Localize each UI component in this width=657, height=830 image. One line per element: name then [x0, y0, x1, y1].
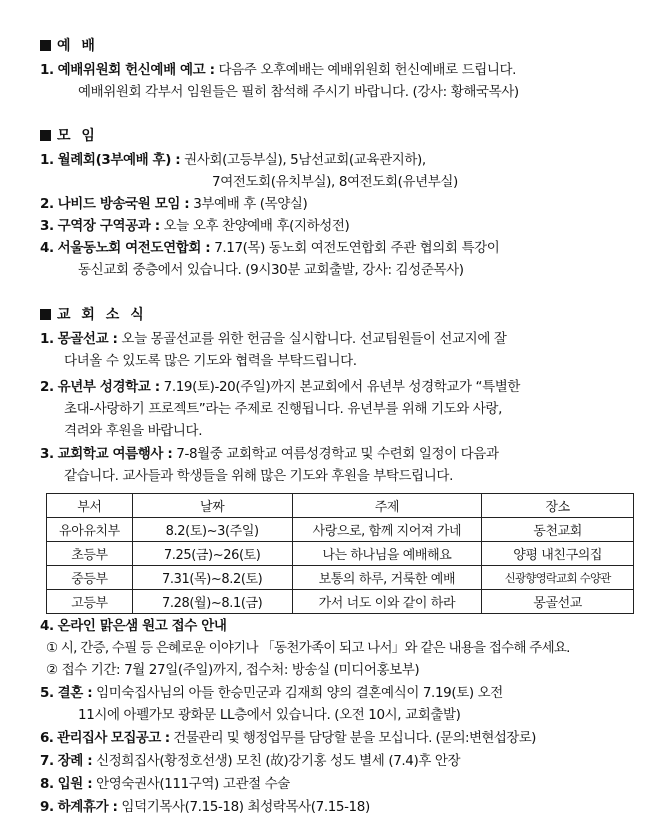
worship-item-1-continuation: 예배위원회 각부서 임원들은 필히 참석해 주시기 바랍니다. (강사: 황해국목사) [78, 84, 519, 100]
news-item-4: 4. 온라인 맑은샘 원고 접수 안내 [40, 618, 227, 634]
news-item-1: 1. 몽골선교 : 오늘 몽골선교를 위한 헌금을 실시합니다. 선교팀원들이 선교지에 잘 [40, 331, 507, 347]
table-row [47, 542, 634, 566]
meeting-item-4: 4. 서울동노회 여전도연합회 : 7.17(목) 동노회 여전도연합회 주관 협의회 특강이 [40, 240, 500, 256]
news-item-4-continuation-1: ① 시, 간증, 수필 등 은혜로운 이야기나 「동천가족이 되고 나서」와 같은 내용을 접수해 주세요. [46, 640, 570, 656]
meeting-item-1: 1. 월례회(3부예배 후) : 권사회(고등부실), 5남선교회(교육관지하), [40, 152, 426, 168]
table-cell: 유아유치부 [47, 518, 133, 542]
table-row [47, 518, 634, 542]
table-row [47, 566, 634, 590]
table-header-cell: 장소 [482, 494, 634, 518]
table-header-cell: 주제 [292, 494, 482, 518]
table-cell: 8.2(토)~3(주일) [132, 518, 292, 542]
news-item-3-continuation: 같습니다. 교사들과 학생들을 위해 많은 기도와 후원을 부탁드립니다. [64, 468, 453, 484]
table-cell: 가서 너도 이와 같이 하라 [292, 590, 482, 614]
news-item-2-continuation-2: 격려와 후원을 바랍니다. [64, 423, 203, 439]
meeting-item-3: 3. 구역장 구역공과 : 오늘 오후 찬양예배 후(지하성전) [40, 218, 350, 234]
news-item-8: 8. 입원 : 안영숙권사(111구역) 고관절 수술 [40, 776, 290, 792]
table-cell: 나는 하나님을 예배해요 [292, 542, 482, 566]
table-header-cell: 날짜 [132, 494, 292, 518]
news-item-4-continuation-2: ② 접수 기간: 7월 27일(주일)까지, 접수처: 방송실 (미디어홍보부) [46, 662, 420, 678]
table-cell: 몽골선교 [482, 590, 634, 614]
news-item-3: 3. 교회학교 여름행사 : 7-8월중 교회학교 여름성경학교 및 수련회 일정이 다음과 [40, 446, 499, 462]
news-item-5-continuation: 11시에 아펠가모 광화문 LL층에서 있습니다. (오전 10시, 교회출발) [78, 707, 461, 723]
table-cell: 7.31(목)~8.2(토) [132, 566, 292, 590]
table-cell: 중등부 [47, 566, 133, 590]
section-heading-news: 교 회 소 식 [40, 305, 147, 325]
news-item-6: 6. 관리집사 모집공고 : 건물관리 및 행정업무를 담당할 분을 모십니다. (문의:변현섭장로) [40, 730, 536, 746]
table-header-cell: 부서 [47, 494, 133, 518]
table-cell: 고등부 [47, 590, 133, 614]
news-item-9: 9. 하계휴가 : 임덕기목사(7.15-18) 최성락목사(7.15-18) [40, 799, 370, 815]
section-heading-meetings: 모 임 [40, 126, 98, 146]
table-cell: 신광향영락교회 수양관 [482, 566, 634, 590]
news-item-2: 2. 유년부 성경학교 : 7.19(토)-20(주일)까지 본교회에서 유년부 성경학교가 “특별한 [40, 379, 521, 395]
square-bullet-icon [40, 40, 51, 51]
table-row [47, 590, 634, 614]
news-item-2-continuation-1: 초대-사랑하기 프로젝트”라는 주제로 진행됩니다. 유년부를 위해 기도와 사랑, [64, 401, 502, 417]
table-cell: 보통의 하루, 거룩한 예배 [292, 566, 482, 590]
summer-schedule-table [46, 493, 634, 614]
table-cell: 양평 내친구의집 [482, 542, 634, 566]
table-cell: 7.25(금)~26(토) [132, 542, 292, 566]
meeting-item-4-continuation: 동신교회 중층에서 있습니다. (9시30분 교회출발, 강사: 김성준목사) [78, 262, 464, 278]
square-bullet-icon [40, 309, 51, 320]
table-cell: 7.28(월)~8.1(금) [132, 590, 292, 614]
table-cell: 동천교회 [482, 518, 634, 542]
news-item-7: 7. 장례 : 신정희집사(황정호선생) 모친 (故)강기홍 성도 별세 (7.4)후 안장 [40, 753, 461, 769]
table-cell: 초등부 [47, 542, 133, 566]
worship-item-1: 1. 예배위원회 헌신예배 예고 : 다음주 오후예배는 예배위원회 헌신예배로 드립니다. [40, 62, 517, 78]
square-bullet-icon [40, 130, 51, 141]
section-heading-worship: 예 배 [40, 36, 98, 56]
meeting-item-1-continuation: 7여전도회(유치부실), 8여전도회(유년부실) [212, 174, 458, 190]
news-item-5: 5. 결혼 : 임미숙집사님의 아들 한승민군과 김재희 양의 결혼예식이 7.19(토) 오전 [40, 685, 503, 701]
news-item-1-continuation: 다녀올 수 있도록 많은 기도와 협력을 부탁드립니다. [64, 353, 357, 369]
table-header-row [47, 494, 634, 518]
table-cell: 사랑으로, 함께 지어져 가네 [292, 518, 482, 542]
meeting-item-2: 2. 나비드 방송국원 모임 : 3부예배 후 (목양실) [40, 196, 308, 212]
